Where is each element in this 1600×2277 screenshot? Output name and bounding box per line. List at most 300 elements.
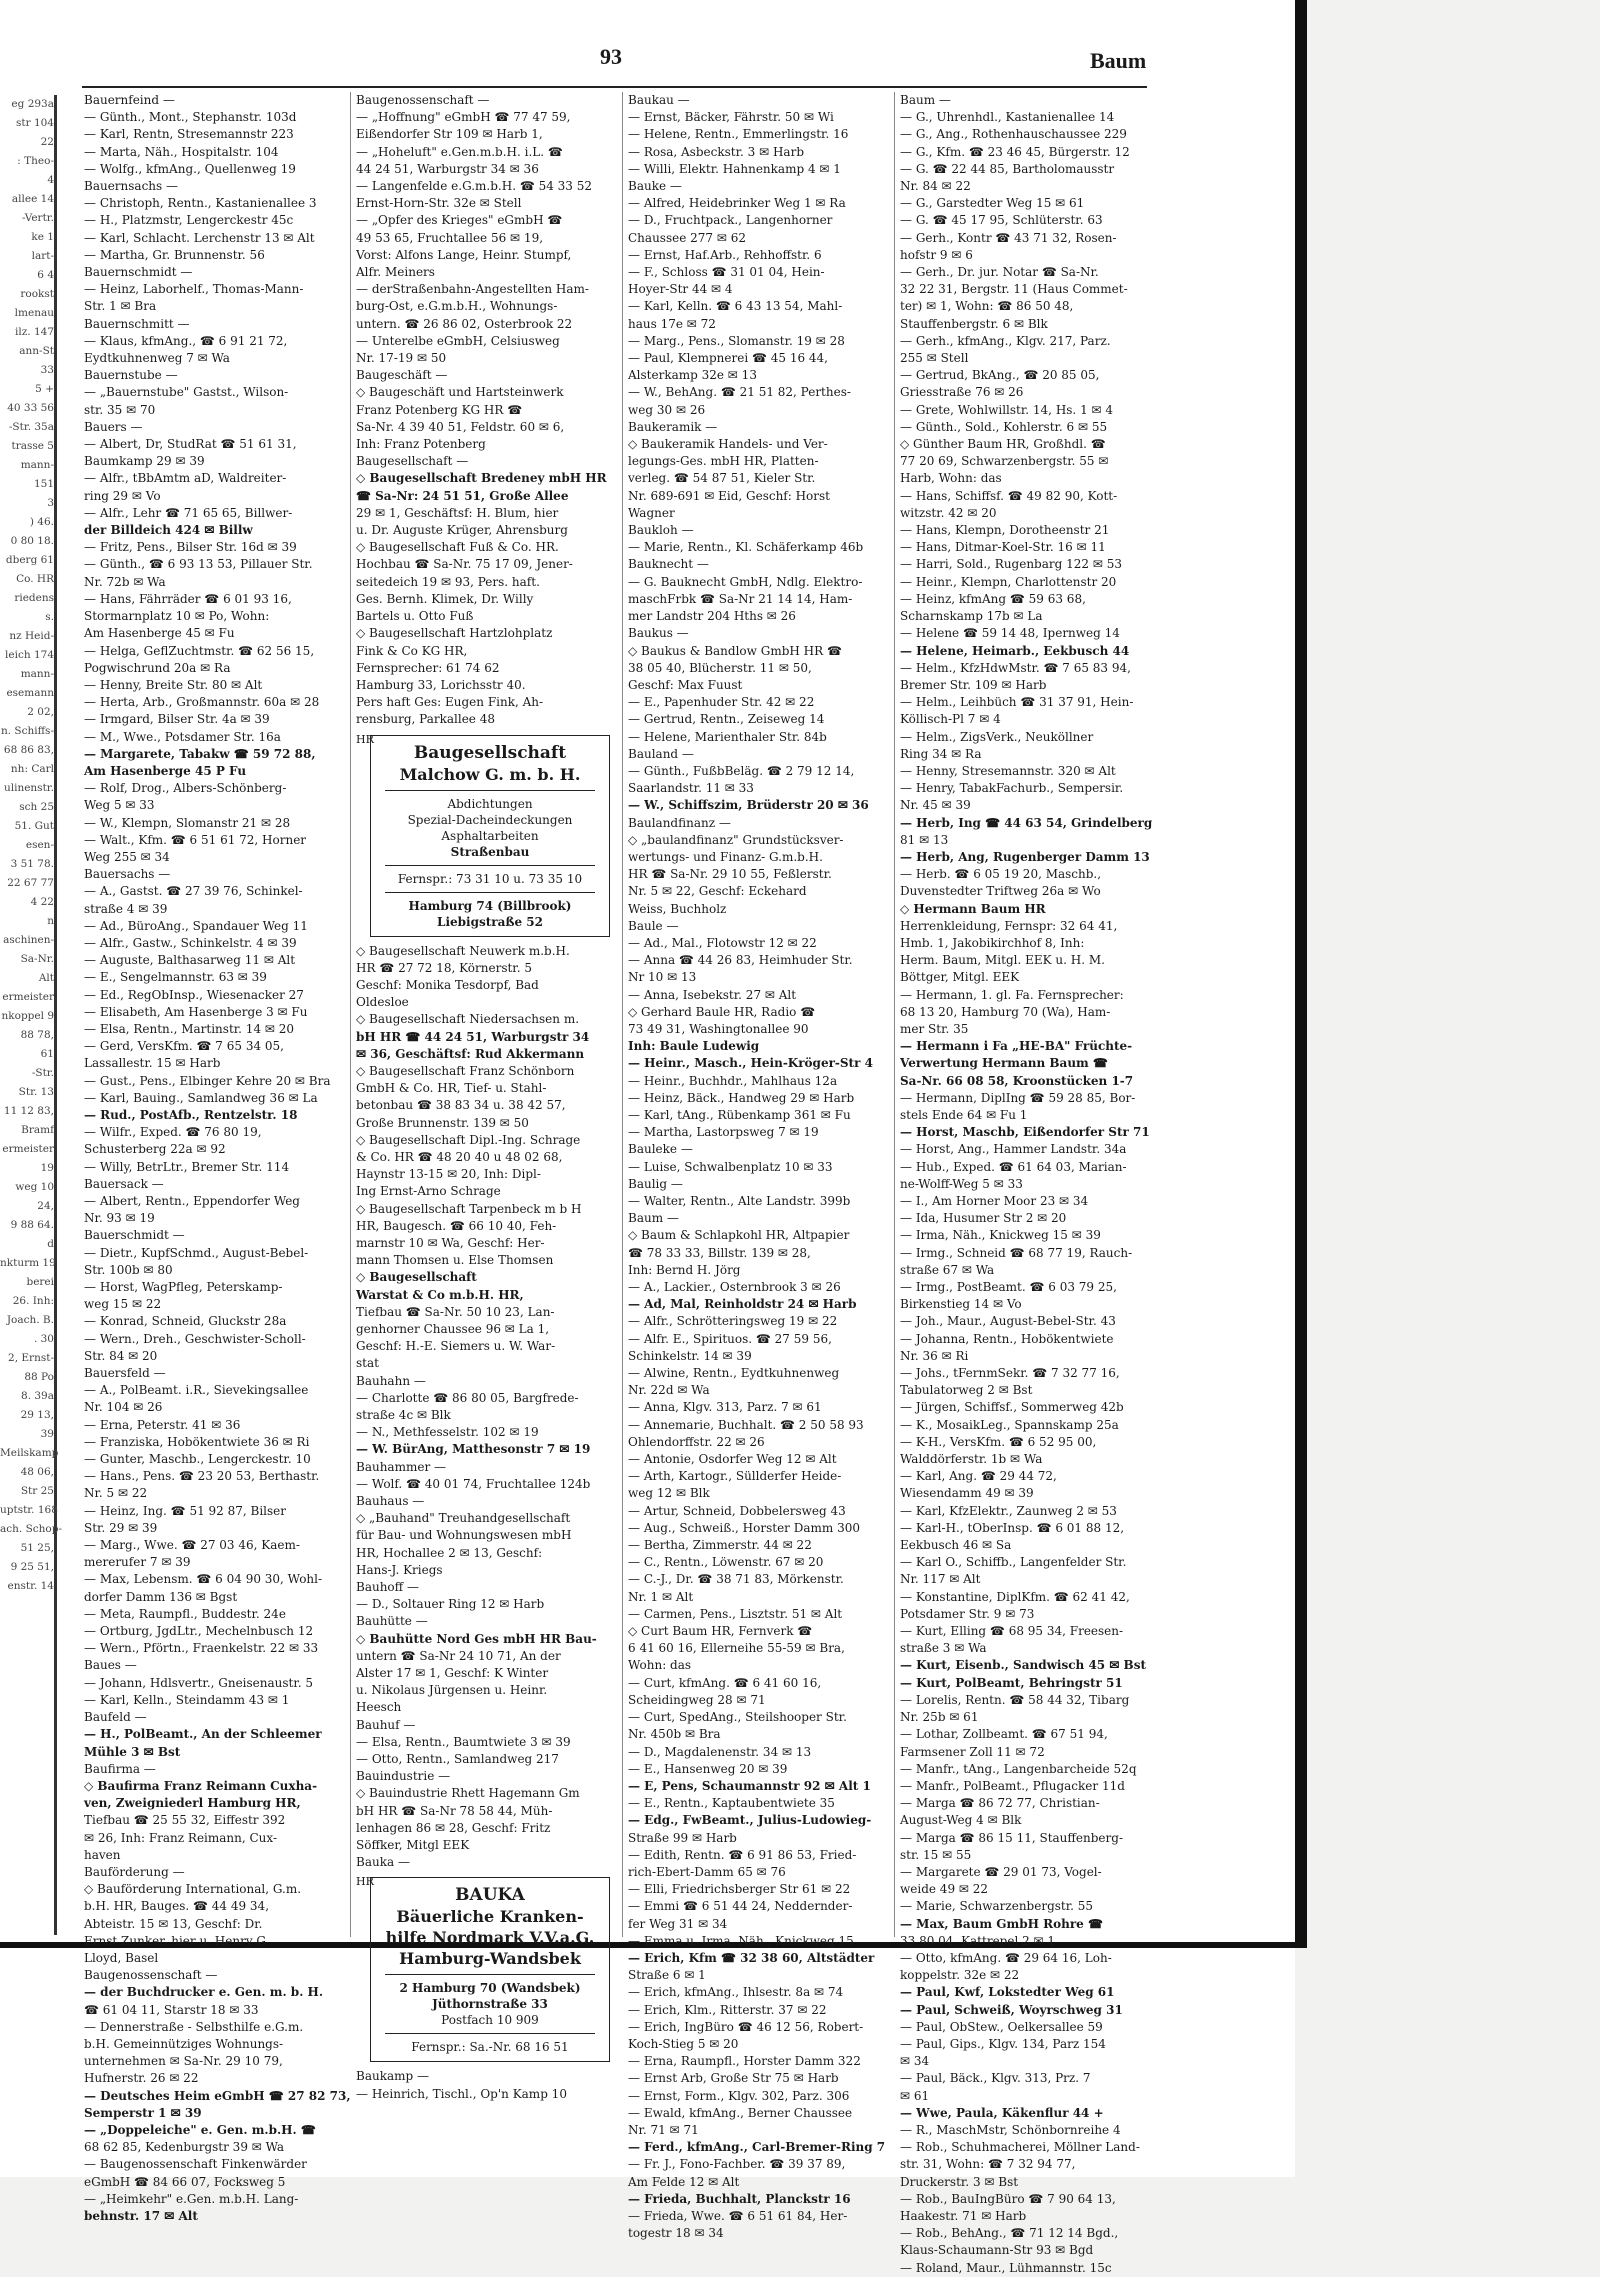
- directory-entry: untern ☎ Sa-Nr 24 10 71, An der: [356, 1648, 561, 1663]
- fragment-line: ilz. 147: [15, 326, 54, 338]
- directory-entry: mererufer 7 ✉ 39: [84, 1555, 191, 1570]
- previous-page-fragment: [0, 95, 63, 1935]
- directory-entry: — Heinz, Laborhelf., Thomas-Mann-: [84, 282, 304, 297]
- directory-entry: — R., MaschMstr, Schönbornreihe 4: [900, 2122, 1121, 2137]
- ad-addr3: Postfach 10 909: [441, 2013, 539, 2028]
- directory-entry: Eekbusch 46 ✉ Sa: [900, 1538, 1012, 1553]
- directory-entry: — W., BehAng. ☎ 21 51 82, Perthes-: [628, 385, 851, 400]
- directory-entry: ◇ Bauhütte Nord Ges mbH HR Bau-: [356, 1631, 597, 1646]
- directory-entry: — Dietr., KupfSchmd., August-Bebel-: [84, 1245, 309, 1260]
- directory-entry: — Marg., Wwe. ☎ 27 03 46, Kaem-: [84, 1538, 300, 1553]
- surname-heading: Baufirma —: [84, 1761, 156, 1776]
- fragment-line: 40 33 56: [7, 402, 54, 414]
- surname-heading: Bauernstube —: [84, 368, 178, 383]
- fragment-line: Str 25: [20, 1485, 54, 1497]
- directory-entry: — Horst, Maschb, Eißendorfer Str 71: [900, 1125, 1150, 1140]
- column-2: [356, 92, 614, 2101]
- surname-heading: Bauernfeind —: [84, 93, 175, 107]
- directory-entry: — „Hoffnung" eGmbH ☎ 77 47 59,: [356, 110, 571, 125]
- directory-entry: ◇ Baugesellschaft Dipl.-Ing. Schrage: [356, 1132, 581, 1147]
- fragment-line: 9 88 64.: [10, 1219, 54, 1231]
- directory-entry: — Max, Lebensm. ☎ 6 04 90 30, Wohl-: [84, 1572, 323, 1587]
- fragment-line: 22 67 77: [7, 877, 54, 889]
- directory-entry: str. 35 ✉ 70: [84, 402, 156, 417]
- directory-entry: — Irmgard, Bilser Str. 4a ✉ 39: [84, 712, 270, 727]
- directory-entry: — Ernst, Form., Klgv. 302, Parz. 306: [628, 2088, 850, 2103]
- directory-entry: Nr. 17-19 ✉ 50: [356, 351, 447, 366]
- directory-entry: — Curt, kfmAng. ☎ 6 41 60 16,: [628, 1675, 822, 1690]
- directory-entry: Ohlendorffstr. 22 ✉ 26: [628, 1434, 765, 1449]
- directory-entry: — Helene ☎ 59 14 48, Ipernweg 14: [900, 626, 1120, 641]
- fragment-line: esemann: [6, 687, 54, 699]
- scan-border-right: [1295, 0, 1307, 1948]
- directory-entry: Str. 84 ✉ 20: [84, 1348, 158, 1363]
- surname-heading: Bauleke —: [628, 1142, 693, 1157]
- surname-heading: Bauersachs —: [84, 867, 171, 882]
- directory-entry: Söffker, Mitgl EEK: [356, 1838, 470, 1853]
- directory-entry: 44 24 51, Warburgstr 34 ✉ 36: [356, 161, 539, 176]
- directory-entry: — Joh., Maur., August-Bebel-Str. 43: [900, 1314, 1116, 1329]
- directory-entry: Ernst Zunker, hier u. Henry G.: [84, 1933, 270, 1948]
- directory-entry: Haakestr. 71 ✉ Harb: [900, 2208, 1027, 2223]
- directory-entry: Bremer Str. 109 ✉ Harb: [900, 677, 1047, 692]
- directory-entry: Scharnskamp 17b ✉ La: [900, 609, 1043, 624]
- fragment-line: 151: [33, 478, 54, 490]
- fragment-line: mann-: [20, 459, 54, 471]
- fragment-line: 39: [40, 1428, 54, 1440]
- directory-entry: — Anna, Isebekstr. 27 ✉ Alt: [628, 987, 797, 1002]
- directory-entry: Inh: Franz Potenberg: [356, 437, 486, 452]
- directory-entry: HR, Hochallee 2 ✉ 13, Geschf:: [356, 1545, 543, 1560]
- directory-entry: — Walter, Rentn., Alte Landstr. 399b: [628, 1194, 851, 1208]
- directory-entry: — A., Gastst. ☎ 27 39 76, Schinkel-: [84, 884, 303, 899]
- directory-entry: seitedeich 19 ✉ 93, Pers. haft.: [356, 574, 540, 589]
- directory-entry: — Martha, Gr. Brunnenstr. 56: [84, 247, 265, 262]
- surname-heading: Baule —: [628, 918, 679, 933]
- directory-entry: ter) ✉ 1, Wohn: ☎ 86 50 48,: [900, 299, 1074, 314]
- directory-entry: Am Felde 12 ✉ Alt: [628, 2174, 740, 2189]
- ad-rule: [385, 1974, 595, 1975]
- directory-entry: — Alfr., Schrötteringsweg 19 ✉ 22: [628, 1314, 838, 1329]
- directory-entry: — Dennerstraße - Selbsthilfe e.G.m.: [84, 2019, 304, 2034]
- directory-entry: — Elsa, Rentn., Martinstr. 14 ✉ 20: [84, 1021, 295, 1036]
- fragment-line: n. Schiffs-: [0, 725, 54, 737]
- directory-entry: — Horst, Ang., Hammer Landstr. 34a: [900, 1142, 1127, 1157]
- directory-entry: — Helm., ZigsVerk., Neuköllner: [900, 729, 1094, 744]
- directory-entry: Str. 1 ✉ Bra: [84, 299, 157, 314]
- directory-entry: — E., Papenhuder Str. 42 ✉ 22: [628, 695, 815, 710]
- directory-entry: Ring 34 ✉ Ra: [900, 746, 982, 761]
- directory-entry: — Marie, Schwarzenbergstr. 55: [900, 1899, 1094, 1914]
- directory-entry: — Erich, IngBüro ☎ 46 12 56, Robert-: [628, 2019, 864, 2034]
- directory-entry: Abteistr. 15 ✉ 13, Geschf: Dr.: [84, 1916, 263, 1931]
- directory-entry: mann Thomsen u. Else Thomsen: [356, 1253, 554, 1268]
- directory-entry: — „Hoheluft" e.Gen.m.b.H. i.L. ☎: [356, 144, 563, 159]
- column-divider: [894, 92, 895, 1937]
- directory-entry: — Hans., Pens. ☎ 23 20 53, Berthastr.: [84, 1469, 320, 1484]
- ad-rule: [385, 2033, 595, 2034]
- directory-entry: — Rolf, Drog., Albers-Schönberg-: [84, 781, 287, 796]
- directory-entry: — Günth., FußbBeläg. ☎ 2 79 12 14,: [628, 763, 855, 778]
- fragment-line: Sa-Nr.: [20, 953, 54, 965]
- directory-entry: — Johann, Hdlsvertr., Gneisenaustr. 5: [84, 1675, 314, 1690]
- surname-heading: Baukeramik —: [628, 419, 718, 434]
- directory-entry: — „Doppeleiche" e. Gen. m.b.H. ☎: [84, 2122, 316, 2137]
- directory-entry: — Roland, Maur., Lühmannstr. 15c: [900, 2260, 1112, 2275]
- directory-entry: ✉ 26, Inh: Franz Reimann, Cux-: [84, 1830, 278, 1845]
- directory-entry: Nr. 450b ✉ Bra: [628, 1727, 721, 1742]
- surname-heading: Bauke —: [628, 179, 682, 194]
- directory-entry: — E, Pens, Schaumannstr 92 ✉ Alt 1: [628, 1778, 871, 1793]
- directory-entry: August-Weg 4 ✉ Blk: [900, 1813, 1022, 1828]
- fragment-line: 5 +: [35, 383, 54, 395]
- directory-entry: straße 4c ✉ Blk: [356, 1408, 451, 1422]
- fragment-line: esen-: [25, 839, 54, 851]
- directory-entry: ☎ 61 04 11, Starstr 18 ✉ 33: [84, 2002, 259, 2017]
- ad-title2: Malchow G. m. b. H.: [399, 764, 581, 784]
- directory-entry: Lloyd, Basel: [84, 1950, 159, 1965]
- directory-entry: — Ad., BüroAng., Spandauer Weg 11: [84, 918, 308, 933]
- directory-entry: Semperstr 1 ✉ 39: [84, 2105, 202, 2120]
- directory-entry: — Gertrud, BkAng., ☎ 20 85 05,: [900, 368, 1100, 383]
- directory-entry: str. 15 ✉ 55: [900, 1847, 972, 1862]
- directory-entry: — Heinr., Klempn, Charlottenstr 20: [900, 574, 1117, 589]
- directory-entry: — E., Hansenweg 20 ✉ 39: [628, 1761, 788, 1776]
- directory-entry: — Margarete ☎ 29 01 73, Vogel-: [900, 1864, 1102, 1879]
- directory-entry: Vorst: Alfons Lange, Heinr. Stumpf,: [356, 247, 572, 262]
- directory-entry: — Fr. J., Fono-Fachber. ☎ 39 37 89,: [628, 2157, 846, 2172]
- directory-entry: — Manfr., tAng., Langenbarcheide 52q: [900, 1761, 1137, 1776]
- directory-entry: — Helene, Rentn., Emmerlingstr. 16: [628, 127, 849, 142]
- directory-entry: wertungs- und Finanz- G.m.b.H.: [628, 849, 823, 864]
- directory-entry: — „Bauernstube" Gastst., Wilson-: [84, 385, 289, 400]
- directory-entry: 81 ✉ 13: [900, 832, 949, 847]
- surname-heading: Baulandfinanz —: [628, 815, 731, 830]
- directory-entry: HR ☎ 27 72 18, Körnerstr. 5: [356, 960, 532, 975]
- directory-entry: — Alfr., tBbAmtm aD, Waldreiter-: [84, 471, 287, 486]
- directory-entry: — Ad., Mal., Flotowstr 12 ✉ 22: [628, 935, 817, 950]
- directory-entry: — Helga, GeflZuchtmstr. ☎ 62 56 15,: [84, 643, 315, 658]
- directory-entry: Wiesendamm 49 ✉ 39: [900, 1486, 1034, 1501]
- directory-entry: burg-Ost, e.G.m.b.H., Wohnungs-: [356, 299, 558, 314]
- directory-entry: togestr 18 ✉ 34: [628, 2226, 724, 2241]
- fragment-line: enstr. 14: [7, 1580, 54, 1592]
- ad-line4: Straßenbau: [450, 844, 530, 859]
- fragment-line: ermeister: [2, 991, 54, 1003]
- ad-rule: [385, 892, 595, 893]
- directory-entry: Böttger, Mitgl. EEK: [900, 970, 1020, 985]
- directory-entry: — Paul, Bäck., Klgv. 313, Prz. 7: [900, 2071, 1091, 2086]
- directory-entry: stat: [356, 1356, 379, 1371]
- fragment-line: str 104: [15, 117, 54, 129]
- directory-entry: — Helm., Leihbüch ☎ 31 37 91, Hein-: [900, 695, 1134, 710]
- directory-entry: Sa-Nr. 4 39 40 51, Feldstr. 60 ✉ 6,: [356, 419, 565, 434]
- directory-entry: — G., Ang., Rothenhauschaussee 229: [900, 127, 1127, 142]
- directory-entry: — Henry, TabakFachurb., Sempersir.: [900, 781, 1124, 796]
- directory-entry: Str. 100b ✉ 80: [84, 1262, 173, 1277]
- directory-entry: ◇ „baulandfinanz" Grundstücksver-: [628, 832, 844, 847]
- surname-heading: Baugenossenschaft —: [84, 1968, 218, 1983]
- directory-entry: Str. 29 ✉ 39: [84, 1520, 158, 1535]
- ad-rule: [385, 865, 595, 866]
- directory-entry: — Deutsches Heim eGmbH ☎ 27 82 73,: [84, 2088, 351, 2103]
- directory-entry: Wagner: [628, 505, 675, 520]
- directory-entry: — Günth., Sold., Kohlerstr. 6 ✉ 55: [900, 419, 1108, 434]
- fragment-line: . 30: [33, 1333, 54, 1345]
- directory-entry: — G., Garstedter Weg 15 ✉ 61: [900, 196, 1085, 211]
- ad-addr1: 2 Hamburg 70 (Wandsbek): [399, 1981, 581, 1996]
- directory-entry: Hamburg 33, Lorichsstr 40.: [356, 677, 526, 692]
- directory-entry: — Paul, ObStew., Oelkersallee 59: [900, 2019, 1103, 2034]
- column-divider: [350, 92, 351, 1937]
- column-4: [900, 92, 1158, 2275]
- fragment-line: ermeister: [2, 1143, 54, 1155]
- directory-entry: — Lothar, Zollbeamt. ☎ 67 51 94,: [900, 1727, 1108, 1742]
- directory-entry: — Heinz, Bäck., Handweg 29 ✉ Harb: [628, 1090, 855, 1105]
- directory-entry: — Fritz, Pens., Bilser Str. 16d ✉ 39: [84, 540, 297, 555]
- fragment-line: 4: [47, 174, 54, 186]
- directory-entry: 49 53 65, Fruchtallee 56 ✉ 19,: [356, 230, 544, 245]
- directory-entry: — A., Lackier., Osternbrook 3 ✉ 26: [628, 1280, 841, 1295]
- fragment-line: Alt: [38, 972, 54, 984]
- directory-entry: — Hub., Exped. ☎ 61 64 03, Marian-: [900, 1159, 1127, 1174]
- directory-entry: — Gertrud, Rentn., Zeiseweg 14: [628, 712, 825, 727]
- directory-entry: Weiss, Buchholz: [628, 901, 727, 916]
- directory-entry: — Rob., Schuhmacherei, Möllner Land-: [900, 2140, 1140, 2155]
- directory-entry: Stormarnplatz 10 ✉ Po, Wohn:: [84, 609, 270, 624]
- ad-title1: BAUKA: [455, 1885, 525, 1906]
- directory-entry: ✉ 36, Geschäftsf: Rud Akkermann: [356, 1046, 585, 1061]
- directory-entry: — Heinr., Buchhdr., Mahlhaus 12a: [628, 1073, 838, 1088]
- surname-heading: Bauland —: [628, 746, 694, 761]
- directory-entry: ◇ Baukus & Bandlow GmbH HR ☎: [628, 643, 842, 658]
- directory-entry: weg 15 ✉ 22: [84, 1297, 162, 1312]
- surname-heading: Bauhuf —: [356, 1717, 416, 1732]
- directory-entry: — Walt., Kfm. ☎ 6 51 61 72, Horner: [84, 832, 307, 847]
- directory-entry: — Heinz, kfmAng ☎ 59 63 68,: [900, 591, 1086, 606]
- directory-entry: — G. Bauknecht GmbH, Ndlg. Elektro-: [628, 574, 863, 589]
- directory-entry: ◇ Baugesellschaft Neuwerk m.b.H.: [356, 943, 570, 958]
- directory-entry: weide 49 ✉ 22: [900, 1882, 989, 1897]
- directory-entry: — Edith, Rentn. ☎ 6 91 86 53, Fried-: [628, 1847, 857, 1862]
- directory-entry: ◇ Bauförderung International, G.m.: [84, 1882, 302, 1897]
- directory-entry: — Luise, Schwalbenplatz 10 ✉ 33: [628, 1159, 833, 1174]
- directory-entry: — Gerd, VersKfm. ☎ 7 65 34 05,: [84, 1039, 284, 1054]
- directory-entry: — H., PolBeamt., An der Schleemer: [84, 1727, 322, 1742]
- directory-entry: der Billdeich 424 ✉ Billw: [84, 523, 253, 538]
- directory-entry: — Karl, tAng., Rübenkamp 361 ✉ Fu: [628, 1107, 851, 1122]
- directory-entry: straße 4 ✉ 39: [84, 901, 168, 916]
- directory-entry: — Jürgen, Schiffsf., Sommerweg 42b: [900, 1400, 1124, 1415]
- surname-heading: Baugenossenschaft —: [356, 93, 490, 107]
- directory-entry: Potsdamer Str. 9 ✉ 73: [900, 1606, 1035, 1621]
- directory-entry: straße 67 ✉ Wa: [900, 1262, 995, 1277]
- directory-entry: — „Opfer des Krieges" eGmbH ☎: [356, 213, 563, 228]
- fragment-line: allee 14: [11, 193, 54, 205]
- fragment-line: nh: Carl: [10, 763, 54, 775]
- directory-entry: GmbH & Co. HR, Tief- u. Stahl-: [356, 1081, 547, 1096]
- fragment-line: 6 4: [37, 269, 54, 281]
- surname-heading: Bauhaus —: [356, 1494, 425, 1509]
- directory-entry: Nr 10 ✉ 13: [628, 970, 697, 985]
- directory-entry: — Otto, Rentn., Samlandweg 217: [356, 1752, 559, 1767]
- directory-entry: — Herb, Ing ☎ 44 63 54, Grindelberg: [900, 815, 1153, 830]
- fragment-line: -Vertr.: [21, 212, 54, 224]
- directory-entry: — Konrad, Schneid, Gluckstr 28a: [84, 1314, 287, 1329]
- directory-entry: — W., Klempn, Slomanstr 21 ✉ 28: [84, 815, 291, 830]
- directory-entry: ◇ Baugeschäft und Hartsteinwerk: [356, 385, 564, 400]
- directory-entry: — Ernst Arb, Große Str 75 ✉ Harb: [628, 2071, 839, 2086]
- surname-heading: Baukloh —: [628, 523, 694, 538]
- surname-heading: Bauknecht —: [628, 557, 709, 572]
- directory-entry: — Erich, Klm., Ritterstr. 37 ✉ 22: [628, 2002, 827, 2017]
- directory-entry: ◇ Baum & Schlapkohl HR, Altpapier: [628, 1228, 850, 1243]
- surname-heading: Baukau —: [628, 93, 690, 107]
- directory-entry: marnstr 10 ✉ Wa, Geschf: Her-: [356, 1235, 545, 1250]
- directory-entry: Scheidingweg 28 ✉ 71: [628, 1692, 766, 1707]
- directory-entry: Alsterkamp 32e ✉ 13: [628, 368, 757, 383]
- directory-entry: — Irma, Näh., Knickweg 15 ✉ 39: [900, 1228, 1101, 1243]
- directory-entry: — Ed., RegObInsp., Wiesenacker 27: [84, 987, 304, 1002]
- fragment-line: ann-St: [19, 345, 54, 357]
- surname-heading: Bauerschmidt —: [84, 1228, 185, 1243]
- directory-entry: rensburg, Parkallee 48: [356, 712, 495, 727]
- fragment-line: 0 80 18.: [10, 535, 54, 547]
- directory-entry: — Erna, Raumpfl., Horster Damm 322: [628, 2054, 861, 2069]
- directory-entry: ◇ Hermann Baum HR: [900, 901, 1046, 916]
- fragment-line: 3 51 78.: [10, 858, 54, 870]
- directory-entry: — Willy, BetrLtr., Bremer Str. 114: [84, 1159, 290, 1174]
- directory-entry: Klaus-Schaumann-Str 93 ✉ Bgd: [900, 2243, 1094, 2258]
- directory-entry: — Ad, Mal, Reinholdstr 24 ✉ Harb: [628, 1297, 857, 1312]
- directory-entry: — Ortburg, JgdLtr., Mechelnbusch 12: [84, 1624, 314, 1639]
- directory-entry: Fink & Co KG HR,: [356, 643, 468, 658]
- directory-entry: ◇ Baukeramik Handels- und Ver-: [628, 437, 828, 452]
- surname-heading: Baulig —: [628, 1176, 683, 1191]
- directory-entry: — Artur, Schneid, Dobbelersweg 43: [628, 1503, 846, 1518]
- directory-entry: — Karl, Kelln. ☎ 6 43 13 54, Mahl-: [628, 299, 843, 314]
- directory-entry: — Alfr., Lehr ☎ 71 65 65, Billwer-: [84, 505, 293, 520]
- directory-entry: Alster 17 ✉ 1, Geschf: K Winter: [356, 1666, 549, 1681]
- directory-entry: — Hans, Fährräder ☎ 6 01 93 16,: [84, 591, 292, 606]
- surname-heading: Baugesellschaft —: [356, 454, 469, 469]
- directory-entry: — Albert, Dr, StudRat ☎ 51 61 31,: [84, 437, 297, 452]
- directory-entry: weg 30 ✉ 26: [628, 402, 706, 417]
- directory-entry: — Erich, Kfm ☎ 32 38 60, Altstädter: [628, 1950, 875, 1965]
- directory-entry: koppelstr. 32e ✉ 22: [900, 1968, 1020, 1983]
- surname-heading: Bauers —: [84, 419, 143, 434]
- surname-heading: Baum —: [628, 1211, 679, 1226]
- directory-entry: Tiefbau ☎ 25 55 32, Eiffestr 392: [84, 1813, 286, 1828]
- directory-entry: Schinkelstr. 14 ✉ 39: [628, 1348, 752, 1363]
- directory-entry: — C., Rentn., Löwenstr. 67 ✉ 20: [628, 1555, 824, 1570]
- ad-title2: Bäuerliche Kranken-: [396, 1907, 584, 1927]
- directory-entry: — Charlotte ☎ 86 80 05, Bargfrede-: [356, 1390, 579, 1405]
- directory-entry: — Paul, Gips., Klgv. 134, Parz 154: [900, 2036, 1106, 2051]
- advertisement-box: [370, 1877, 610, 2062]
- directory-entry: Oldesloe: [356, 995, 409, 1010]
- directory-entry: — Grete, Wohlwillstr. 14, Hs. 1 ✉ 4: [900, 402, 1114, 417]
- fragment-line: 26. Inh:: [12, 1295, 54, 1307]
- directory-entry: — Rud., PostAfb., Rentzelstr. 18: [84, 1107, 298, 1122]
- directory-entry: — Kurt, Eisenb., Sandwisch 45 ✉ Bst: [900, 1658, 1146, 1673]
- directory-entry: — Paul, Klempnerei ☎ 45 16 44,: [628, 351, 828, 366]
- directory-entry: Hoyer-Str 44 ✉ 4: [628, 282, 733, 297]
- directory-entry: — „Heimkehr" e.Gen. m.b.H. Lang-: [84, 2191, 299, 2206]
- directory-entry: — Langenfelde e.G.m.b.H. ☎ 54 33 52: [356, 179, 593, 194]
- fragment-line: 51 25,: [20, 1542, 54, 1554]
- fragment-line: uptstr. 168: [0, 1504, 58, 1516]
- directory-entry: — Anna ☎ 44 26 83, Heimhuder Str.: [628, 953, 853, 968]
- directory-entry: — Henny, Breite Str. 80 ✉ Alt: [84, 677, 263, 692]
- directory-entry: — Karl, Schlacht. Lerchenstr 13 ✉ Alt: [84, 230, 315, 245]
- directory-entry: — Rob., BauIngBüro ☎ 7 90 64 13,: [900, 2191, 1116, 2206]
- directory-entry: — Franziska, Hobökentwiete 36 ✉ Ri: [84, 1434, 310, 1449]
- directory-entry: bH HR ☎ 44 24 51, Warburgstr 34: [356, 1029, 590, 1044]
- directory-entry: — Irmg., Schneid ☎ 68 77 19, Rauch-: [900, 1245, 1133, 1260]
- directory-entry: Franz Potenberg KG HR ☎: [356, 402, 523, 417]
- directory-entry: — Ewald, kfmAng., Berner Chaussee: [628, 2105, 853, 2120]
- fragment-line: 68 86 83,: [3, 744, 54, 756]
- directory-entry: — Emmi ☎ 6 51 44 24, Neddernder-: [628, 1899, 853, 1914]
- directory-entry: — Meta, Raumpfl., Buddestr. 24e: [84, 1606, 286, 1621]
- directory-entry: — Johanna, Rentn., Hobökentwiete: [900, 1331, 1114, 1346]
- directory-entry: — Unterelbe eGmbH, Celsiusweg: [356, 333, 560, 348]
- directory-entry: Walddörferstr. 1b ✉ Wa: [900, 1452, 1043, 1467]
- surname-heading: Bauhütte —: [356, 1614, 428, 1629]
- directory-entry: — Rosa, Asbeckstr. 3 ✉ Harb: [628, 144, 804, 159]
- directory-entry: — Karl-H., tOberInsp. ☎ 6 01 88 12,: [900, 1520, 1125, 1535]
- directory-entry: — W., Schiffszim, Brüderstr 20 ✉ 36: [628, 798, 869, 813]
- surname-heading: Bauernsachs —: [84, 179, 179, 194]
- directory-entry: — Marga ☎ 86 15 11, Stauffenberg-: [900, 1830, 1124, 1845]
- ad-hr-label: HR: [356, 732, 374, 746]
- directory-entry: haven: [84, 1847, 121, 1862]
- directory-entry: maschFrbk ☎ Sa-Nr 21 14 14, Ham-: [628, 591, 853, 606]
- directory-entry: — Ferd., kfmAng., Carl-Bremer-Ring 7: [628, 2140, 886, 2155]
- directory-entry: dorfer Damm 136 ✉ Bgst: [84, 1589, 238, 1604]
- column-1: [84, 92, 351, 2223]
- fragment-line: 48 06,: [20, 1466, 54, 1478]
- directory-entry: Hmb. 1, Jakobikirchhof 8, Inh:: [900, 935, 1085, 950]
- fragment-line: 88 78,: [20, 1029, 54, 1041]
- fragment-line: nz Heid-: [9, 630, 54, 642]
- directory-entry: — Baugenossenschaft Finkenwärder: [84, 2157, 307, 2172]
- directory-entry: b.H. HR, Bauges. ☎ 44 49 34,: [84, 1899, 270, 1914]
- directory-entry: — Erich, kfmAng., Ihlsestr. 8a ✉ 74: [628, 1985, 844, 2000]
- fragment-line: Bramf: [21, 1124, 54, 1136]
- directory-entry: Geschf: H.-E. Siemers u. W. War-: [356, 1339, 556, 1354]
- fragment-line: leich 174: [5, 649, 54, 661]
- directory-entry: Nr. 71 ✉ 71: [628, 2122, 699, 2137]
- fragment-line: -Str.: [31, 1067, 54, 1079]
- directory-entry: Inh: Baule Ludewig: [628, 1039, 760, 1054]
- fragment-line: 4 22: [30, 896, 54, 908]
- directory-entry: — derStraßenbahn-Angestellten Ham-: [356, 282, 589, 297]
- directory-entry: mer Landstr 204 Hths ✉ 26: [628, 609, 796, 624]
- directory-entry: Wohn: das: [628, 1658, 692, 1673]
- fragment-line: rookst: [20, 288, 54, 300]
- directory-entry: ven, Zweigniederl Hamburg HR,: [84, 1796, 301, 1811]
- directory-entry: — Anna, Klgv. 313, Parz. 7 ✉ 61: [628, 1400, 822, 1415]
- directory-entry: — Alfr., Gastw., Schinkelstr. 4 ✉ 39: [84, 935, 297, 950]
- surname-heading: Baum —: [900, 93, 951, 107]
- fragment-line: nkoppel 9: [1, 1010, 54, 1022]
- directory-entry: — G. ☎ 22 44 85, Bartholomausstr: [900, 161, 1115, 176]
- fragment-line: Co. HR: [16, 573, 54, 585]
- surname-heading: Bauhahn —: [356, 1373, 426, 1388]
- directory-entry: — Gerh., Dr. jur. Notar ☎ Sa-Nr.: [900, 265, 1099, 280]
